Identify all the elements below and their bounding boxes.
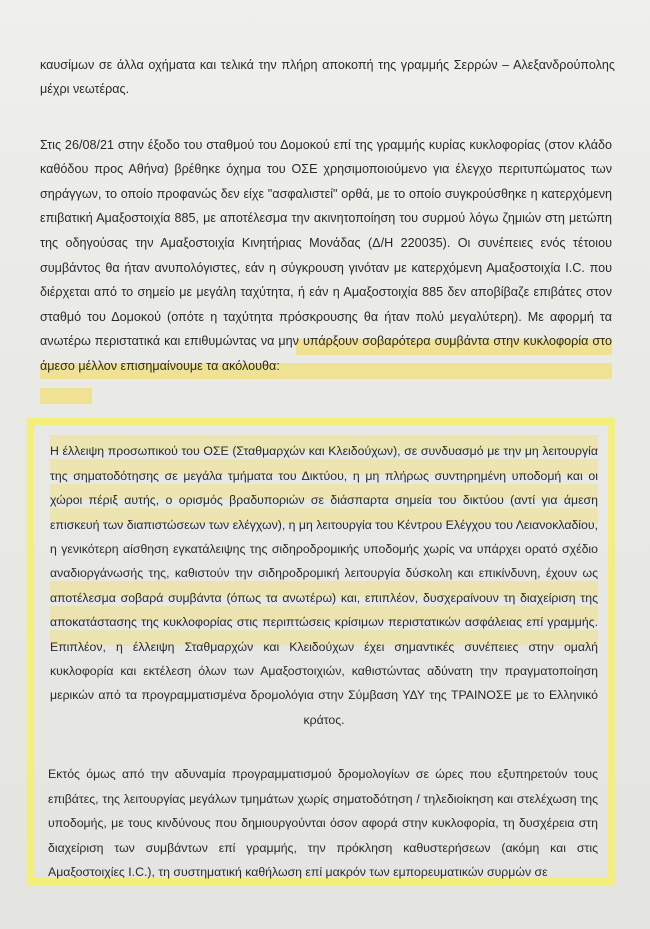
paragraph-intro-continuation: καυσίμων σε άλλα οχήματα και τελικά την πλήρη αποκοπή της γραμμής Σερρών – Αλεξανδρούπολης μέχρι νεωτέρας. — [40, 57, 615, 97]
paragraph-domokos-incident: Στις 26/08/21 στην έξοδο του σταθμού του Δομοκού επί της γραμμής κυρίας κυκλοφορίας (στον κλάδο καθόδου προς Αθήνα) βρέθηκε όχημα του ΟΣΕ χρησιμοποιούμενο για έλεγχο περιτυπώματος των σηράγγων, το οποίο προφανώς δεν είχε "ασφαλιστεί" ορθά, με το οποίο συγκρούσθηκε η κατερχόμενη επιβατική Αμαξοστοιχία 885, με αποτέλεσμα την ακινητοποίηση του συρμού λόγω ζημιών στη μετώπη της οδηγούσας την Αμαξοστοιχία Κινητήριας Μονάδας (Δ/Η 220035). Οι συνέπειες ενός τέτοιου συμβάντος θα ήταν ανυπολόγιστες, εάν η σύγκρουση γινόταν με κατερχόμενη Αμαξοστοιχία I.C. που διέρχεται από το σημείο με μεγάλη ταχύτητα, ή εάν η Αμαξοστοιχία 885 δεν αποβίβαζε επιβάτες στον σταθμό του Δομοκού (οπότε η ταχύτητα πρόσκρουσης θα ήταν πολύ μεγαλύτερη). Με αφορμή τα ανωτέρω περιστατικά και επιθυμώντας να μην υπάρξουν σοβαρότερα συμβάντα στην κυκλοφορία στο άμεσο μέλλον επισημαίνουμε τα ακόλουθα: — [40, 137, 612, 373]
marker-highlight — [40, 388, 92, 404]
paragraph-further-issues: Εκτός όμως από την αδυναμία προγραμματισμού δρομολογίων σε ώρες που εξυπηρετούν τους επιβάτες, της λειτουργίας μεγάλων τμημάτων χωρίς σηματοδότηση / τηλεδιοίκηση και στελέχωση της υποδομής, με τους κινδύνους που δημιουργούνται όσον αφορά στην κυκλοφορία, τη δυσχέρεια στη διαχείριση των συμβάντων επί γραμμής, την πρόκληση καθυστερήσεων (ακόμη και στις Αμαξοστοιχίες I.C.), τη συστηματική καθήλωση επί μακρόν των εμπορευματικών συρμών σε — [48, 767, 598, 879]
paragraph-staff-shortage: Η έλλειψη προσωπικού του ΟΣΕ (Σταθμαρχών και Κλειδούχων), σε συνδυασμό με την μη λειτουργία της σηματοδότησης σε μεγάλα τμήματα του Δικτύου, η μη πλήρως συντηρημένη υποδομή και οι χώροι πέριξ αυτής, ο ορισμός βραδυποριών σε διάσπαρτα σημεία του δικτύου (αντί για άμεση επισκευή των διαπιστώσεων των ελέγχων), η μη λειτουργία του Κέντρου Ελέγχου του Λειανοκλαδίου, η γενικότερη αίσθηση εγκατάλειψης της σιδηροδρομικής υποδομής χωρίς να υπάρχει ορατό σχέδιο αναδιοργάνωσής της, καθιστούν την σιδηροδρομική λειτουργία δύσκολη και επικίνδυνη, έχουν ως αποτέλεσμα σοβαρά συμβάντα (όπως τα ανωτέρω) και, επιπλέον, δυσχεραίνουν τη διαχείριση της αποκατάστασης της κυκλοφορίας στις περιπτώσεις κρίσιμων περιστατικών ασφάλειας επί γραμμής. Επιπλέον, η έλλειψη Σταθμαρχών και Κλειδούχων έχει σημαντικές συνέπειες στην ομαλή κυκλοφορία και εκτέλεση όλων των Αμαξοστοιχιών, καθιστώντας αδύνατη την πραγματοποίηση μερικών από τα προγραμματισμένα δρομολόγια στην Σύμβαση ΥΔΥ της ΤΡΑΙΝΟΣΕ με το Ελληνικό κράτος. — [50, 444, 598, 727]
